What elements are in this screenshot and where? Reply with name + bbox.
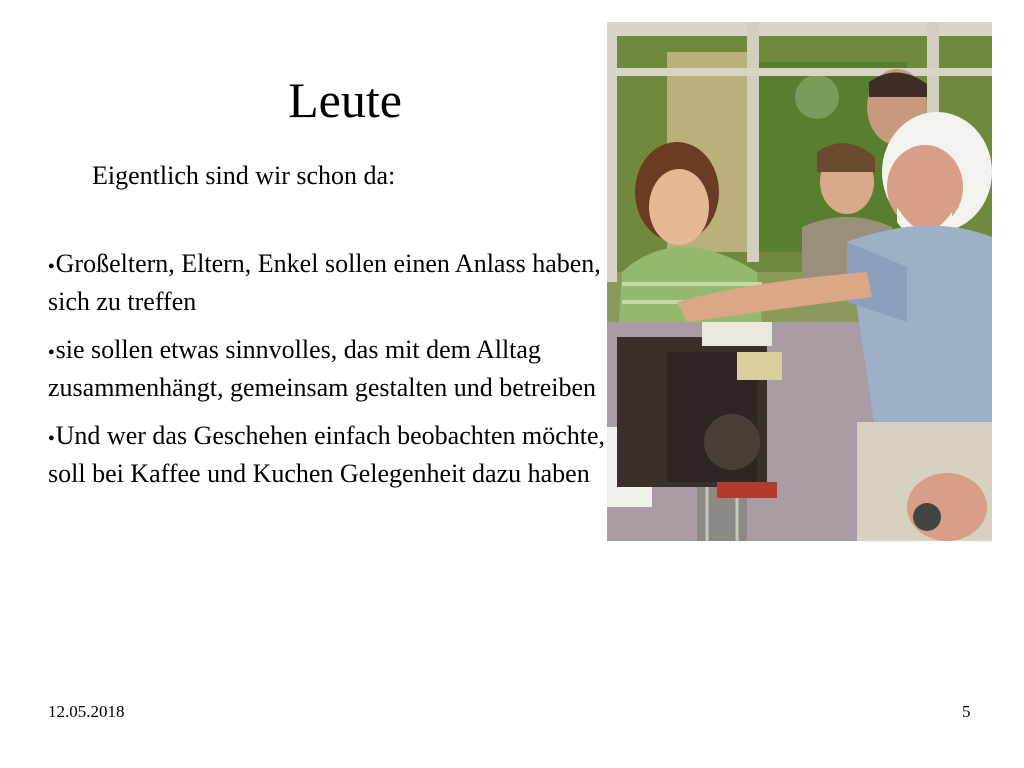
footer-date: 12.05.2018 [48, 702, 125, 721]
slide-subtitle: Eigentlich sind wir schon da: [92, 161, 396, 190]
bullet-item: ● Großeltern, Eltern, Enkel sollen einen Anlass haben, sich zu treffen [48, 246, 618, 320]
bullet-item: ● sie sollen etwas sinnvolles, das mit dem Alltag zusammenhängt, gemeinsam gestalten und betreiben [48, 332, 618, 406]
photo-people-model-train [607, 22, 992, 541]
slide-title: Leute [288, 72, 402, 128]
bullet-item: ● Und wer das Geschehen einfach beobachten möchte, soll bei Kaffee und Kuchen Gelegenheit dazu haben [48, 418, 618, 492]
bullet-list [48, 246, 618, 504]
page-number: 5 [962, 702, 971, 721]
